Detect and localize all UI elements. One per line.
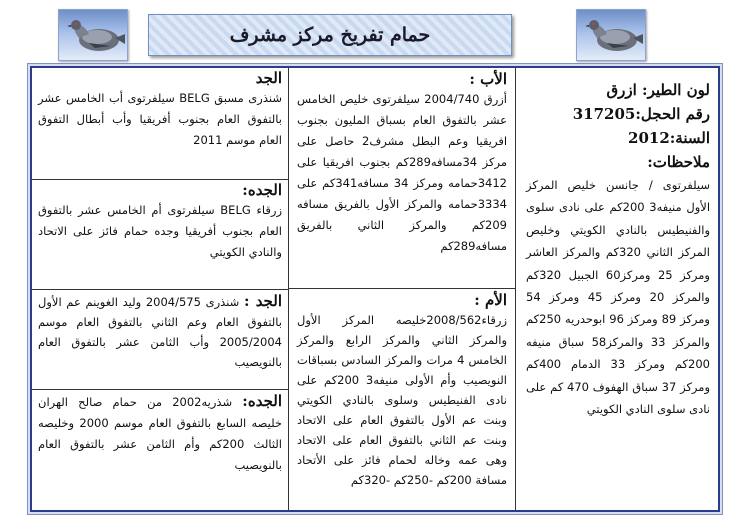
grandfather-maternal	[32, 290, 288, 390]
father-heading: الأب :	[469, 70, 507, 88]
mother-block	[289, 288, 515, 490]
notes-heading: ملاحظات:	[647, 153, 710, 171]
grandfather-maternal-text: شنذرى 2004/575 وليد الغوينم عم الأول بالتفوق العام وعم الثاني بالتفوق العام موسم 2005/2004 وأب الثامن عشر بالتفوق العام بالنويصيب	[38, 295, 282, 369]
ring-number: رقم الحجل:317205	[572, 105, 710, 123]
grandparents-column	[32, 68, 288, 510]
grandmother-paternal	[32, 180, 288, 290]
grandmother-maternal-text: شذريه2002 من حمام صالح الهران خليصه السابع بالتفوق العام موسم 2000 وخليصه الثالث 200كم وأم الثامن عشر بالتفوق العام بالنويصيب	[38, 395, 283, 472]
grandmother-maternal-heading: الجده:	[242, 392, 282, 410]
parents-column	[288, 68, 516, 510]
grandfather-text: شنذرى مسبق BELG سيلفرتوى أب الخامس عشر بالتفوق العام بجنوب أفريقيا وأب أبطال التفوق العام موسم 2011	[38, 91, 282, 147]
father-block	[297, 70, 507, 257]
grandfather-heading: الجد	[255, 69, 282, 87]
grandmother-text: زرقاء BELG سيلفرتوى أم الخامس عشر بالتفوق العام بجنوب أفريقيا وجده حمام فائز على الاتحاد والنادي الكويتي	[38, 203, 282, 259]
father-text: أزرق 2004/740 سيلفرتوى خليص الخامس عشر بالتفوق العام بسباق المليون بجنوب افريقيا وعم البطل مشرف2 حاصل على مركز 34مسافه289كم بجنوب افريقيا على 3412حمامه ومركز 34 مسافه341كم على 3334حمامه والمركز الأول بالفريق مسافه 209كم والمركز الثاني بالفريق مسافه289كم	[297, 92, 508, 253]
pedigree-frame	[30, 66, 720, 512]
page-title: حمام تفريخ مركز مشرف	[148, 14, 512, 56]
pigeon-icon	[576, 9, 646, 61]
grandfather-maternal-entry	[38, 291, 282, 372]
grandmother-maternal-entry	[38, 391, 282, 476]
grandfather-paternal	[32, 68, 288, 180]
notes-text: سيلفرتوى / جانسن خليص المركز الأول منيفه3 200كم على نادى سلوى والفنيطيس بالنادي الكويتي وخليص المركز الثاني 320كم والمركز العاشر ومركز 25 ومركز60 الجبيل 320كم والمركز 20 ومركز 45 ومركز 54 ومركز 89 ومركز 96 ابوحدريه 250كم والمركز 33 والمركز58 سباق منيفه 200كم ومركز 33 الدمام 400كم ومركز 37 سباق الهفوف 470 كم على نادى سلوى النادي الكويتي	[526, 178, 711, 417]
bird-info-column	[520, 68, 718, 510]
bird-color: لون الطير: ازرق	[606, 81, 710, 99]
grandmother-heading: الجده:	[242, 181, 282, 199]
grandfather-maternal-heading: الجد :	[243, 292, 282, 310]
header	[0, 0, 750, 66]
mother-text: زرقاء2008/562خليصه المركز الأول والمركز الثاني والمركز الرابع والمركز الخامس 4 مرات والمركز السادس بسباقات النويصيب وأم الأولى منيفه3 200كم على نادى الفنيطيس وسلوى بالنادي الكويتي وبنت عم الأول بالتفوق العام على الاتحاد وبنت عم الثاني بالتفوق العام على الاتحاد وهى عمه وخاله لحمام فائز على الأتحاد مسافة 200كم -250كم -320كم	[297, 313, 507, 487]
mother-heading: الأم :	[474, 291, 507, 309]
year: السنة:2012	[628, 129, 710, 147]
grandmother-maternal	[32, 390, 288, 510]
pigeon-icon	[58, 9, 128, 61]
